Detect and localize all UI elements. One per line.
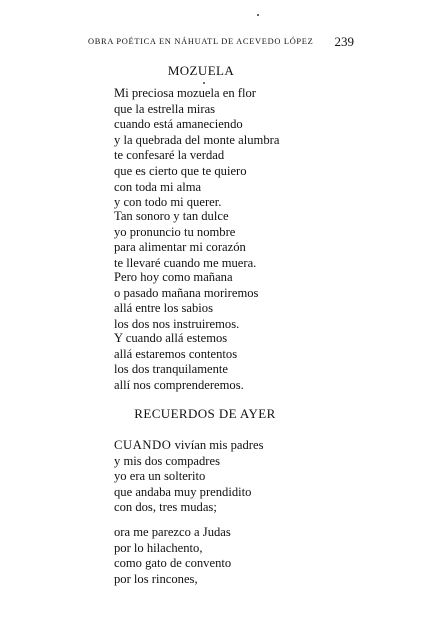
verse-line: allá estaremos contentos (114, 346, 238, 361)
verse-line: te llevaré cuando me muera. (114, 255, 257, 270)
verse-line: yo era un solterito (114, 469, 206, 484)
running-header: OBRA POÉTICA EN NÁHUATL DE ACEVEDO LÓPEZ (88, 37, 314, 46)
stanza (114, 331, 244, 393)
print-speck (257, 14, 259, 16)
verse-line: por lo hilachento, (114, 540, 203, 555)
verse-line: que andaba muy prendidito (114, 484, 252, 499)
verse-line: que la estrella miras (114, 101, 216, 116)
verse-line: cuando está amaneciendo (114, 117, 243, 132)
verse-line: y la quebrada del monte alumbra (114, 132, 280, 147)
verse-line: los dos nos instruiremos. (114, 316, 240, 331)
verse-line: y mis dos compadres (114, 453, 220, 468)
verse-line: y con todo mi querer. (114, 195, 222, 210)
stanza (114, 525, 231, 587)
verse-line: te confesaré la verdad (114, 148, 225, 163)
verse-line: Y cuando allá estemos (114, 331, 228, 345)
verse-line (114, 438, 263, 454)
verse-line: que es cierto que te quiero (114, 163, 247, 178)
opening-word: CUANDO (114, 438, 172, 452)
stanza (114, 209, 256, 271)
verse-line: como gato de convento (114, 556, 232, 571)
verse-line: o pasado mañana moriremos (114, 285, 259, 300)
stanza (114, 86, 279, 211)
verse-line: los dos tranquilamente (114, 362, 229, 377)
poem-title: RECUERDOS DE AYER (134, 406, 276, 421)
verse-line: ora me parezco a Judas (114, 525, 231, 539)
verse-line: con dos, tres mudas; (114, 500, 217, 515)
stanza (114, 438, 263, 516)
verse-line: Pero hoy como mañana (114, 270, 233, 284)
verse-line: Mi preciosa mozuela en flor (114, 86, 256, 100)
verse-line: allí nos comprenderemos. (114, 377, 244, 392)
verse-line: por los rincones, (114, 571, 198, 586)
verse-line: Tan sonoro y tan dulce (114, 209, 229, 223)
verse-line: yo pronuncio tu nombre (114, 224, 236, 239)
verse-line: con toda mi alma (114, 179, 202, 194)
verse-line: allá entre los sabios (114, 301, 213, 316)
page-number: 239 (334, 34, 354, 49)
verse-line-rest: vivían mis padres (171, 438, 264, 452)
print-speck (203, 82, 205, 84)
poem-title: MOZUELA (167, 63, 235, 78)
stanza (114, 270, 258, 332)
verse-line: para alimentar mi corazón (114, 240, 246, 255)
